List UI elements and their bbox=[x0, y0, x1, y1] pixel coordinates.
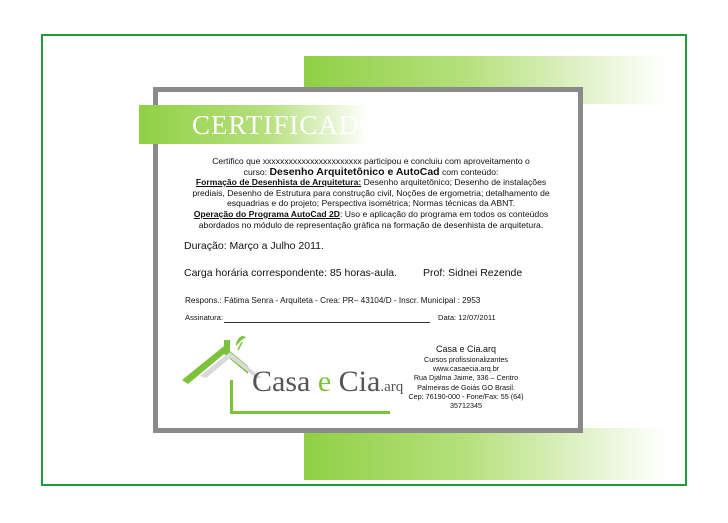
company-name: Casa e Cia.arq bbox=[435, 344, 497, 354]
participant-name: xxxxxxxxxxxxxxxxxxxxxxx bbox=[262, 156, 362, 166]
section1-title: Formação de Desenhista de Arquitetura: bbox=[195, 177, 362, 188]
responsible-text: Respons.: Fátima Senra - Arquiteta - Crea: PR– 43104/D - Inscr. Municipal : 2953 bbox=[185, 296, 481, 305]
company-address2: Palmeiras de Goiás GO Brasil. bbox=[417, 382, 515, 392]
certificate-title: CERTIFICADO bbox=[192, 110, 380, 140]
contact-block bbox=[402, 344, 530, 410]
logo-suffix: .arq bbox=[380, 379, 404, 395]
logo-word-e: e bbox=[317, 365, 332, 398]
section2-title: Operação do Programa AutoCad 2D bbox=[193, 208, 340, 219]
date-text: Data: 12/07/2011 bbox=[438, 313, 496, 322]
curso-label: curso: bbox=[243, 166, 268, 177]
line1-post: participou e concluiu com aproveitamento o bbox=[364, 156, 530, 166]
signature-line bbox=[224, 322, 430, 323]
professor-name: Prof: Sidnei Rezende bbox=[423, 267, 523, 279]
com-conteudo: com conteúdo: bbox=[441, 166, 499, 177]
logo-word-casa: Casa bbox=[252, 365, 311, 398]
company-phone: Cep: 76190-000 - Fone/Fax: 55 (64) 35712345 bbox=[408, 391, 524, 411]
certificate-body bbox=[180, 156, 562, 230]
company-tagline: Cursos profissionalizantes bbox=[424, 355, 508, 364]
company-site: www.casaecia.arq.br bbox=[432, 364, 500, 374]
green-bottom-band bbox=[304, 428, 666, 480]
duration-text: Duração: Março a Julho 2011. bbox=[184, 240, 324, 252]
workload-text: Carga horária correspondente: 85 horas-aula. bbox=[184, 267, 398, 279]
signature-label: Assinatura: bbox=[185, 313, 223, 322]
section2-text: : Uso e aplicação do programa em todos os conteúdos abordados no módulo de representação gráfica na formação de desenhista de arquitetura. bbox=[198, 208, 549, 230]
company-address1: Rua Djalma Jaime, 336 – Centro bbox=[413, 373, 519, 383]
logo-wordmark bbox=[252, 365, 403, 399]
section1-text: Desenho arquitetônico; Desenho de instalações prediais, Desenho de Estrutura para construção civil, Noções de ergometria; detalhamento de esquadrias e do projeto; Perspectiva isométrica; Normas técnicas da ABNT. bbox=[192, 177, 550, 209]
line1-pre: Certifico que bbox=[212, 156, 261, 166]
logo-word-cia: Cia bbox=[338, 365, 381, 398]
course-name: Desenho Arquitetônico e AutoCad bbox=[269, 165, 440, 178]
